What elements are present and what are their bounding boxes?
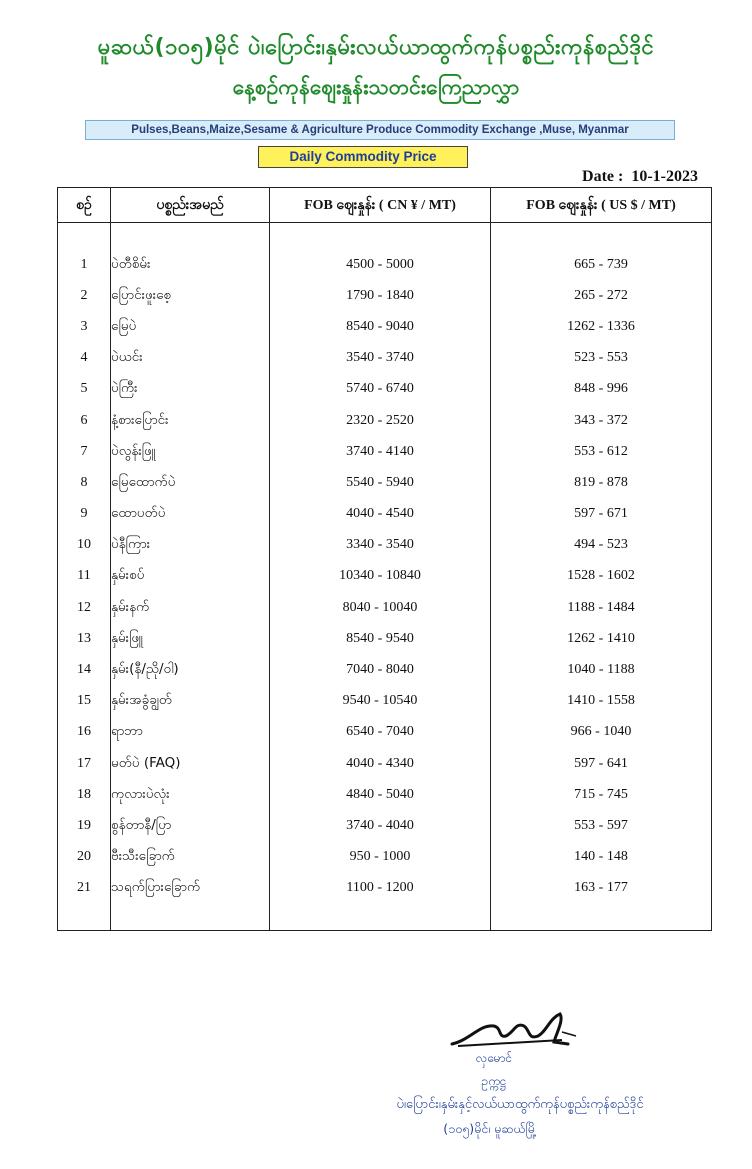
exchange-name-banner: Pulses,Beans,Maize,Sesame & Agriculture Produce Commodity Exchange ,Muse, Myanmar: [85, 120, 675, 140]
commodity-name: သရက်ပြားခြောက်: [111, 873, 270, 904]
row-number: 17: [58, 748, 111, 779]
price-us: 140 - 148: [491, 842, 712, 873]
commodity-name: ပဲလွန်းဖြူ: [111, 436, 270, 467]
row-number: 5: [58, 374, 111, 405]
row-number: 20: [58, 842, 111, 873]
price-cn: 2320 - 2520: [270, 405, 491, 436]
commodity-name: ပဲကြီး: [111, 374, 270, 405]
date-label: Date :: [582, 168, 624, 185]
table-row: [58, 436, 712, 467]
commodity-name: မြေပဲ: [111, 311, 270, 342]
commodity-name: မြေထောက်ပဲ: [111, 467, 270, 498]
price-us: 1410 - 1558: [491, 686, 712, 717]
price-cn: 4840 - 5040: [270, 779, 491, 810]
table-row: [58, 467, 712, 498]
table-row: [58, 779, 712, 810]
signature-scribble: [450, 1010, 580, 1052]
price-cn: 950 - 1000: [270, 842, 491, 873]
price-cn: 5740 - 6740: [270, 374, 491, 405]
price-us: 553 - 597: [491, 810, 712, 841]
spacer-row: [58, 223, 712, 250]
row-number: 12: [58, 592, 111, 623]
row-number: 11: [58, 561, 111, 592]
price-us: 553 - 612: [491, 436, 712, 467]
price-us: 848 - 996: [491, 374, 712, 405]
price-us: 523 - 553: [491, 343, 712, 374]
price-cn: 4040 - 4340: [270, 748, 491, 779]
commodity-name: ကုလားပဲလုံး: [111, 779, 270, 810]
row-number: 7: [58, 436, 111, 467]
price-us: 1262 - 1336: [491, 311, 712, 342]
spacer-cell: [270, 223, 491, 250]
row-number: 18: [58, 779, 111, 810]
price-cn: 3740 - 4140: [270, 436, 491, 467]
table-row: [58, 311, 712, 342]
row-number: 8: [58, 467, 111, 498]
date-value: 10-1-2023: [631, 168, 698, 185]
price-cn: 4500 - 5000: [270, 249, 491, 280]
price-us: 343 - 372: [491, 405, 712, 436]
row-number: 19: [58, 810, 111, 841]
price-table: [57, 187, 712, 931]
commodity-name: ပဲနီကြား: [111, 530, 270, 561]
table-row: [58, 343, 712, 374]
spacer-cell: [58, 904, 111, 931]
table-row: [58, 592, 712, 623]
price-us: 819 - 878: [491, 467, 712, 498]
commodity-name: နှမ်းစပ်: [111, 561, 270, 592]
commodity-name: နှမ်းဖြူ: [111, 623, 270, 654]
row-number: 4: [58, 343, 111, 374]
price-us: 715 - 745: [491, 779, 712, 810]
commodity-name: ထောပတ်ပဲ: [111, 499, 270, 530]
spacer-row: [58, 904, 712, 931]
price-us: 597 - 671: [491, 499, 712, 530]
row-number: 6: [58, 405, 111, 436]
price-cn: 8540 - 9040: [270, 311, 491, 342]
price-cn: 3340 - 3540: [270, 530, 491, 561]
price-us: 1040 - 1188: [491, 654, 712, 685]
header-us-price: FOB ဈေးနှုန်း ( US $ / MT): [491, 188, 712, 223]
commodity-name: နှမ်းအခွံချွတ်: [111, 686, 270, 717]
price-us: 1528 - 1602: [491, 561, 712, 592]
row-number: 3: [58, 311, 111, 342]
commodity-name: နံ့စားပြောင်း: [111, 405, 270, 436]
date-line: [578, 168, 698, 186]
price-us: 494 - 523: [491, 530, 712, 561]
header-cn-price: FOB ဈေးနှုန်း ( CN ¥ / MT): [270, 188, 491, 223]
commodity-name: ပဲယင်း: [111, 343, 270, 374]
table-row: [58, 499, 712, 530]
row-number: 15: [58, 686, 111, 717]
table-row: [58, 374, 712, 405]
row-number: 13: [58, 623, 111, 654]
price-cn: 8540 - 9540: [270, 623, 491, 654]
commodity-name: စွန်တာနီ/ပြာ: [111, 810, 270, 841]
price-us: 163 - 177: [491, 873, 712, 904]
commodity-name: နှမ်း(နီ/ညို/ဝါ): [111, 654, 270, 685]
table-row: [58, 654, 712, 685]
table-row: [58, 623, 712, 654]
price-cn: 6540 - 7040: [270, 717, 491, 748]
spacer-cell: [111, 904, 270, 931]
price-us: 1262 - 1410: [491, 623, 712, 654]
commodity-name: နှမ်းနက်: [111, 592, 270, 623]
price-cn: 7040 - 8040: [270, 654, 491, 685]
price-cn: 8040 - 10040: [270, 592, 491, 623]
title-line-2: နေ့စဉ်ကုန်ဈေးနှုန်းသတင်းကြေညာလွှာ: [232, 75, 520, 99]
table-row: [58, 717, 712, 748]
price-cn: 5540 - 5940: [270, 467, 491, 498]
spacer-cell: [111, 223, 270, 250]
price-us: 1188 - 1484: [491, 592, 712, 623]
spacer-cell: [270, 904, 491, 931]
spacer-cell: [58, 223, 111, 250]
table-row: [58, 561, 712, 592]
row-number: 16: [58, 717, 111, 748]
title-line-1: မူဆယ်(၁၀၅)မိုင် ပဲ၊ပြောင်း၊နှမ်းလယ်ယာထွက်ကုန်ပစ္စည်းကုန်စည်ဒိုင်: [97, 35, 655, 60]
commodity-name: ဗီးသီးခြောက်: [111, 842, 270, 873]
price-cn: 9540 - 10540: [270, 686, 491, 717]
price-cn: 3740 - 4040: [270, 810, 491, 841]
price-us: 966 - 1040: [491, 717, 712, 748]
row-number: 2: [58, 280, 111, 311]
price-us: 265 - 272: [491, 280, 712, 311]
commodity-name: မတ်ပဲ (FAQ): [111, 748, 270, 779]
table-header-row: [58, 188, 712, 223]
price-cn: 1790 - 1840: [270, 280, 491, 311]
spacer-cell: [491, 904, 712, 931]
price-cn: 10340 - 10840: [270, 561, 491, 592]
table-row: [58, 810, 712, 841]
commodity-name: ရာဘာ: [111, 717, 270, 748]
table-row: [58, 686, 712, 717]
table-row: [58, 249, 712, 280]
row-number: 21: [58, 873, 111, 904]
table-row: [58, 873, 712, 904]
signatory-role: ဥက္ကဋ္ဌ: [481, 1074, 507, 1088]
table-row: [58, 530, 712, 561]
price-us: 597 - 641: [491, 748, 712, 779]
row-number: 14: [58, 654, 111, 685]
commodity-name: ပြောင်းဖူးစေ့: [111, 280, 270, 311]
signatory-name: လှမောင်: [475, 1051, 513, 1065]
price-cn: 4040 - 4540: [270, 499, 491, 530]
row-number: 9: [58, 499, 111, 530]
table-row: [58, 280, 712, 311]
signatory-organization: ပဲ၊ပြောင်း၊နှမ်းနှင့်လယ်ယာထွက်ကုန်ပစ္စည်းကုန်စည်ဒိုင်: [396, 1097, 644, 1112]
price-us: 665 - 739: [491, 249, 712, 280]
commodity-name: ပဲတီစိမ်း: [111, 249, 270, 280]
signatory-location: (၁၀၅)မိုင်၊ မူဆယ်မြို့: [443, 1121, 537, 1136]
daily-price-badge: Daily Commodity Price: [258, 146, 468, 168]
table-row: [58, 748, 712, 779]
spacer-cell: [491, 223, 712, 250]
header-no: စဉ်: [58, 188, 111, 223]
row-number: 10: [58, 530, 111, 561]
header-name: ပစ္စည်းအမည်: [111, 188, 270, 223]
table-row: [58, 842, 712, 873]
price-cn: 1100 - 1200: [270, 873, 491, 904]
table-row: [58, 405, 712, 436]
price-cn: 3540 - 3740: [270, 343, 491, 374]
row-number: 1: [58, 249, 111, 280]
